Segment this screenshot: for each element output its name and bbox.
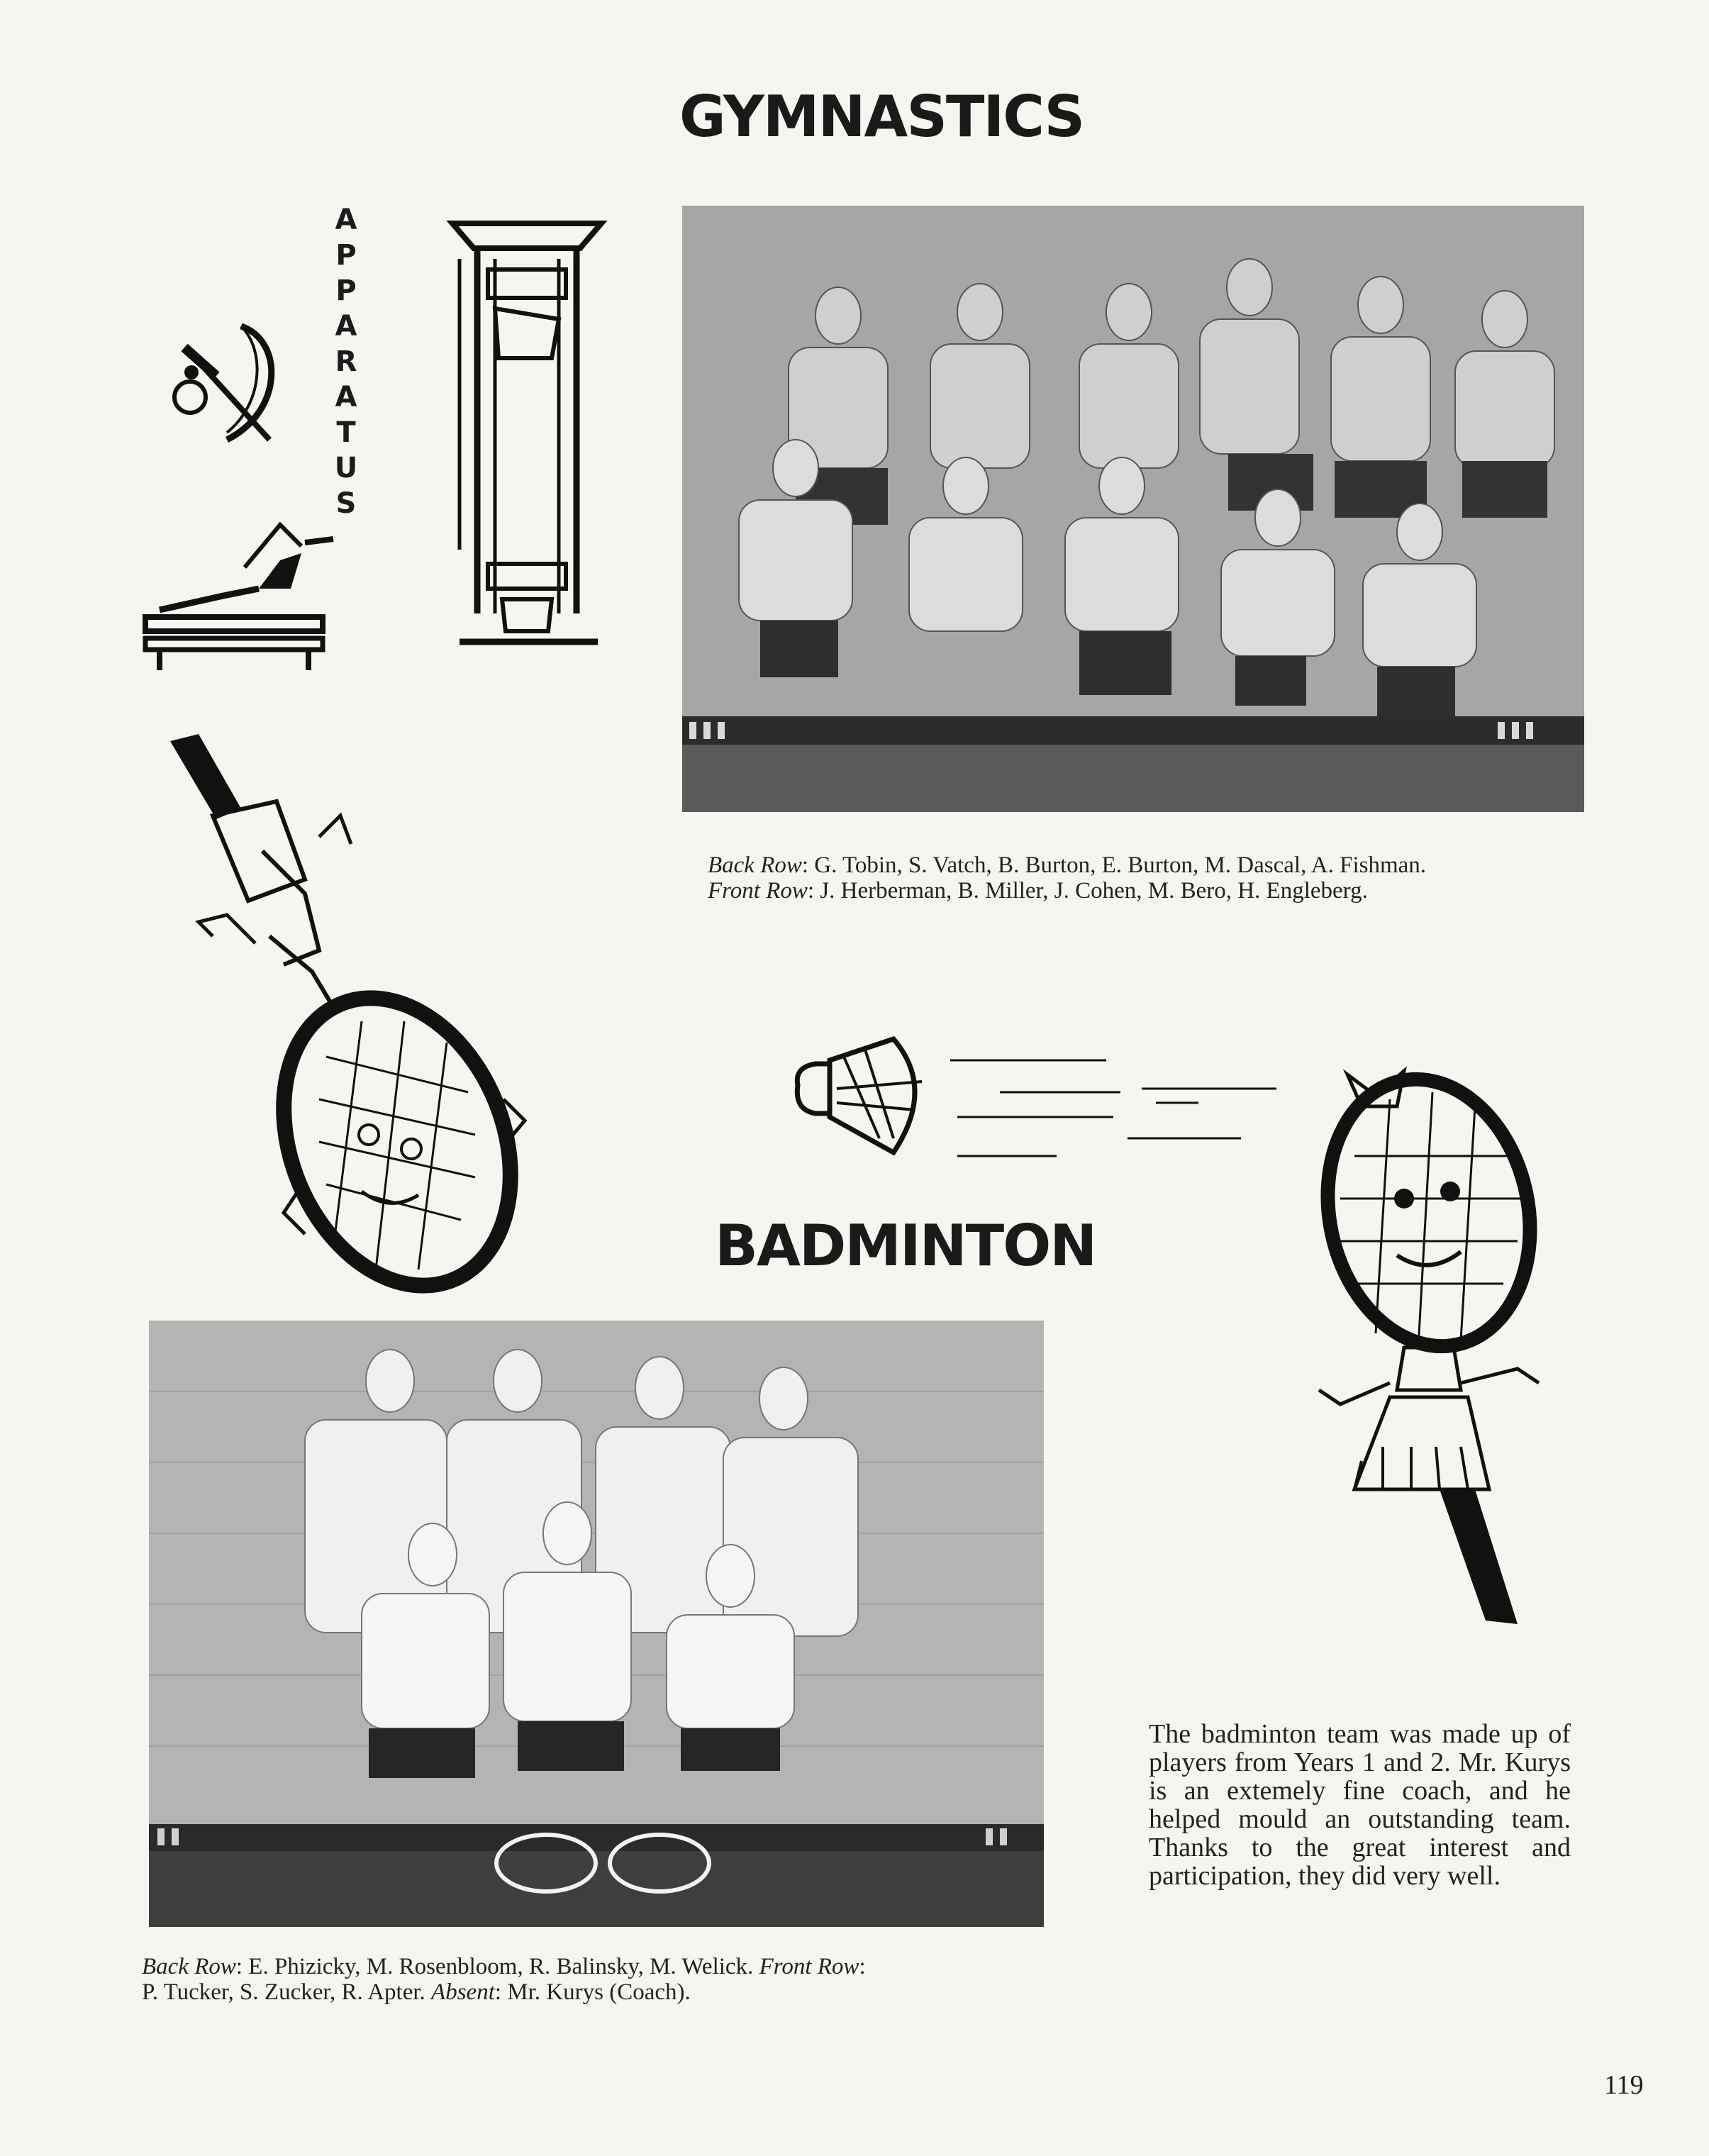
hammer-sickle-drawing	[170, 319, 312, 461]
badminton-caption-line2	[142, 1979, 1064, 2005]
racket-character-drawing	[156, 723, 539, 1305]
badminton-team-photo	[149, 1321, 1044, 1927]
badminton-paragraph: The badminton team was made up of players from Years 1 and 2. Mr. Kurys is an extemely fine coach, and he helped mould an outstanding team. Thanks to the great interest and participation, they did very well.	[1149, 1719, 1571, 1891]
back-row-names: : G. Tobin, S. Vatch, B. Burton, E. Burton, M. Dascal, A. Fishman.	[801, 852, 1427, 878]
apparatus-letter: S	[335, 487, 357, 520]
front-row-names: P. Tucker, S. Zucker, R. Apter.	[142, 1979, 432, 2005]
shuttlecock-drawing	[787, 1032, 1284, 1167]
apparatus-letter: P	[335, 274, 357, 307]
racket-girl-drawing	[1298, 1050, 1610, 1638]
apparatus-letters	[325, 202, 367, 521]
absent-names: : Mr. Kurys (Coach).	[494, 1979, 691, 2005]
gymnastics-caption	[708, 852, 1580, 904]
front-row-label: Front Row	[759, 1954, 859, 1979]
apparatus-letter: U	[334, 452, 358, 484]
gymnastics-caption-front-row	[708, 878, 1580, 904]
back-row-names: : E. Phizicky, M. Rosenbloom, R. Balinsky, M. Welick.	[235, 1954, 759, 1979]
front-row-label: Front Row	[708, 878, 808, 904]
gymnastics-title: GYMNASTICS	[679, 84, 1084, 150]
page-number: 119	[1604, 2070, 1644, 2100]
apparatus-letter: P	[335, 239, 357, 272]
back-row-label: Back Row	[142, 1954, 236, 1979]
badminton-title: BADMINTON	[715, 1213, 1096, 1279]
back-row-label: Back Row	[708, 852, 802, 878]
apparatus-letter: R	[335, 345, 357, 378]
absent-label: Absent	[431, 1979, 495, 2005]
badminton-caption	[142, 1954, 1064, 2005]
front-row-names: : J. Herberman, B. Miller, J. Cohen, M. Bero, H. Engleberg.	[807, 878, 1368, 904]
apparatus-letter: A	[335, 204, 357, 236]
gymnastics-caption-back-row	[708, 852, 1580, 878]
apparatus-letter: A	[335, 381, 357, 413]
apparatus-label	[325, 202, 367, 521]
badminton-caption-line1	[142, 1954, 1064, 1979]
front-row-colon: :	[859, 1954, 866, 1979]
bench-drawing	[138, 511, 337, 674]
apparatus-letter: T	[336, 416, 356, 449]
apparatus-letter: A	[335, 310, 357, 343]
guillotine-drawing	[445, 216, 608, 649]
gymnastics-team-photo	[682, 206, 1584, 812]
